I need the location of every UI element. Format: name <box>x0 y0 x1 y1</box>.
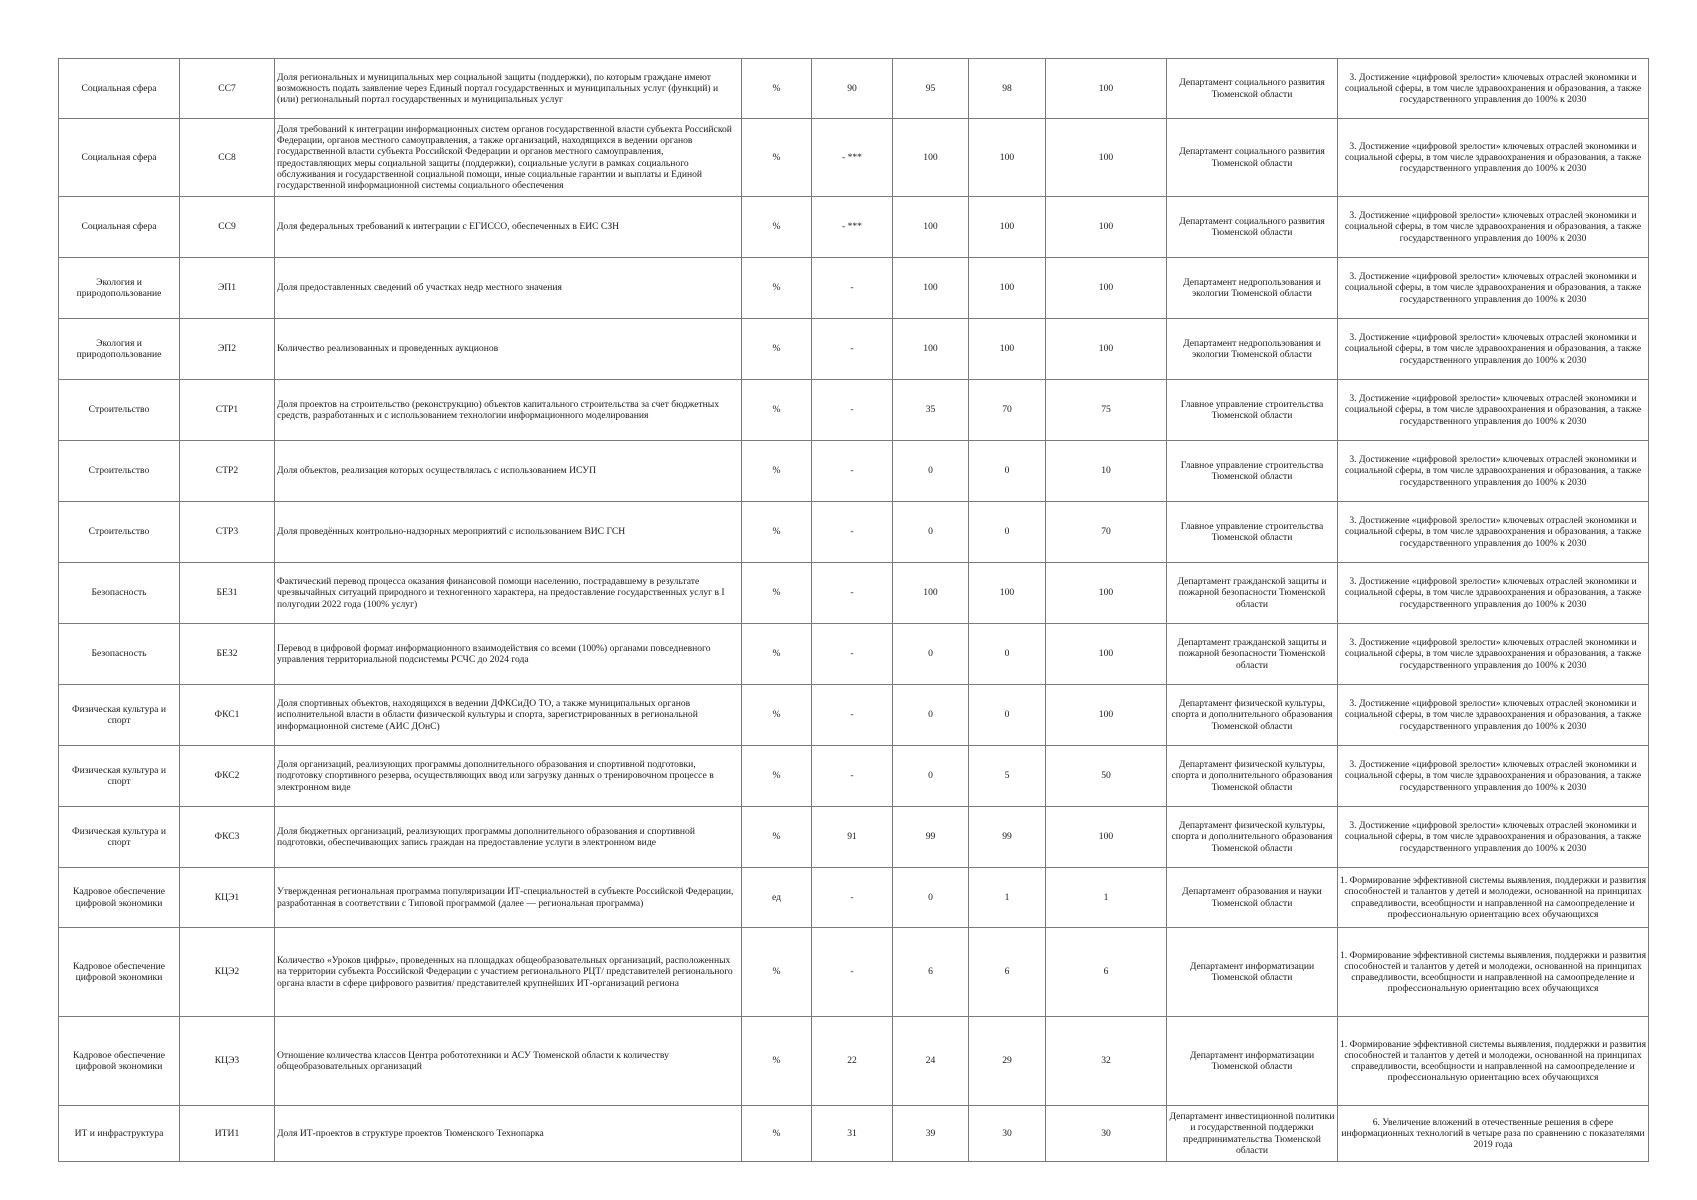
department-cell: Департамент недропользования и экологии Тюменской области <box>1167 319 1338 380</box>
goal-cell: 3. Достижение «цифровой зрелости» ключевых отраслей экономики и социальной сферы, в том числе здравоохранения и образования, а также государственного управления до 100% к 2030 <box>1338 685 1649 746</box>
target-value-3-cell: 100 <box>1046 563 1167 624</box>
table-row <box>59 807 1649 868</box>
unit-cell: % <box>742 59 812 119</box>
code-cell: ИТИ1 <box>180 1106 275 1162</box>
code-cell: БЕЗ2 <box>180 624 275 685</box>
target-value-1-cell: 100 <box>893 563 969 624</box>
target-value-3-cell: 100 <box>1046 258 1167 319</box>
table-row <box>59 563 1649 624</box>
unit-cell: % <box>742 1106 812 1162</box>
target-value-2-cell: 70 <box>969 380 1046 441</box>
goal-cell: 3. Достижение «цифровой зрелости» ключевых отраслей экономики и социальной сферы, в том числе здравоохранения и образования, а также государственного управления до 100% к 2030 <box>1338 319 1649 380</box>
goal-cell: 3. Достижение «цифровой зрелости» ключевых отраслей экономики и социальной сферы, в том числе здравоохранения и образования, а также государственного управления до 100% к 2030 <box>1338 624 1649 685</box>
table-row <box>59 746 1649 807</box>
table-row <box>59 197 1649 258</box>
target-value-2-cell: 99 <box>969 807 1046 868</box>
table-row <box>59 319 1649 380</box>
code-cell: ЭП1 <box>180 258 275 319</box>
sphere-cell: Безопасность <box>59 624 180 685</box>
table-row <box>59 441 1649 502</box>
sphere-cell: Физическая культура и спорт <box>59 685 180 746</box>
target-value-1-cell: 0 <box>893 502 969 563</box>
target-value-3-cell: 30 <box>1046 1106 1167 1162</box>
code-cell: БЕЗ1 <box>180 563 275 624</box>
target-value-2-cell: 5 <box>969 746 1046 807</box>
target-value-2-cell: 6 <box>969 928 1046 1017</box>
goal-cell: 3. Достижение «цифровой зрелости» ключевых отраслей экономики и социальной сферы, в том числе здравоохранения и образования, а также государственного управления до 100% к 2030 <box>1338 119 1649 197</box>
target-value-2-cell: 0 <box>969 441 1046 502</box>
target-value-2-cell: 30 <box>969 1106 1046 1162</box>
code-cell: ФКС3 <box>180 807 275 868</box>
target-value-3-cell: 100 <box>1046 197 1167 258</box>
table-row <box>59 59 1649 119</box>
sphere-cell: Физическая культура и спорт <box>59 807 180 868</box>
target-value-2-cell: 29 <box>969 1017 1046 1106</box>
table-row <box>59 624 1649 685</box>
description-cell: Утвержденная региональная программа популяризации ИТ-специальностей в субъекте Российской Федерации, разработанная в соответствии с Типовой программой (далее — региональная программа) <box>275 868 742 928</box>
base-value-cell: 22 <box>812 1017 893 1106</box>
description-cell: Количество реализованных и проведенных аукционов <box>275 319 742 380</box>
table-row <box>59 685 1649 746</box>
goal-cell: 1. Формирование эффективной системы выявления, поддержки и развития способностей и талантов у детей и молодежи, основанной на принципах справедливости, всеобщности и направленной на самоопределение и профессиональную ориентацию всех обучающихся <box>1338 1017 1649 1106</box>
unit-cell: % <box>742 380 812 441</box>
sphere-cell: Кадровое обеспечение цифровой экономики <box>59 928 180 1017</box>
table-row <box>59 1017 1649 1106</box>
sphere-cell: Безопасность <box>59 563 180 624</box>
unit-cell: % <box>742 624 812 685</box>
unit-cell: % <box>742 502 812 563</box>
target-value-1-cell: 95 <box>893 59 969 119</box>
department-cell: Департамент инвестиционной политики и государственной поддержки предпринимательства Тюменской области <box>1167 1106 1338 1162</box>
description-cell: Доля спортивных объектов, находящихся в ведении ДФКСиДО ТО, а также муниципальных органов исполнительной власти в области физической культуры и спорта, зарегистрированных в региональной информационной системе (АИС ДОнС) <box>275 685 742 746</box>
target-value-3-cell: 100 <box>1046 624 1167 685</box>
code-cell: СС8 <box>180 119 275 197</box>
description-cell: Доля проведённых контрольно-надзорных мероприятий с использованием ВИС ГСН <box>275 502 742 563</box>
base-value-cell: - <box>812 258 893 319</box>
target-value-3-cell: 10 <box>1046 441 1167 502</box>
target-value-3-cell: 50 <box>1046 746 1167 807</box>
target-value-3-cell: 6 <box>1046 928 1167 1017</box>
target-value-3-cell: 100 <box>1046 119 1167 197</box>
goal-cell: 3. Достижение «цифровой зрелости» ключевых отраслей экономики и социальной сферы, в том числе здравоохранения и образования, а также государственного управления до 100% к 2030 <box>1338 380 1649 441</box>
unit-cell: % <box>742 928 812 1017</box>
base-value-cell: 31 <box>812 1106 893 1162</box>
goal-cell: 3. Достижение «цифровой зрелости» ключевых отраслей экономики и социальной сферы, в том числе здравоохранения и образования, а также государственного управления до 100% к 2030 <box>1338 197 1649 258</box>
target-value-3-cell: 75 <box>1046 380 1167 441</box>
goal-cell: 6. Увеличение вложений в отечественные решения в сфере информационных технологий в четыре раза по сравнению с показателями 2019 года <box>1338 1106 1649 1162</box>
target-value-1-cell: 100 <box>893 258 969 319</box>
table-body <box>59 59 1649 1162</box>
sphere-cell: Социальная сфера <box>59 59 180 119</box>
target-value-2-cell: 98 <box>969 59 1046 119</box>
target-value-2-cell: 100 <box>969 319 1046 380</box>
table-row <box>59 119 1649 197</box>
target-value-1-cell: 35 <box>893 380 969 441</box>
target-value-1-cell: 0 <box>893 868 969 928</box>
department-cell: Департамент физической культуры, спорта и дополнительного образования Тюменской области <box>1167 746 1338 807</box>
base-value-cell: - <box>812 685 893 746</box>
description-cell: Отношение количества классов Центра робототехники и АСУ Тюменской области к количеству общеобразовательных организаций <box>275 1017 742 1106</box>
department-cell: Департамент образования и науки Тюменской области <box>1167 868 1338 928</box>
unit-cell: % <box>742 258 812 319</box>
target-value-1-cell: 99 <box>893 807 969 868</box>
department-cell: Департамент информатизации Тюменской области <box>1167 1017 1338 1106</box>
target-value-3-cell: 100 <box>1046 319 1167 380</box>
sphere-cell: Социальная сфера <box>59 119 180 197</box>
sphere-cell: Физическая культура и спорт <box>59 746 180 807</box>
goal-cell: 1. Формирование эффективной системы выявления, поддержки и развития способностей и талантов у детей и молодежи, основанной на принципах справедливости, всеобщности и направленной на самоопределение и профессиональную ориентацию всех обучающихся <box>1338 868 1649 928</box>
code-cell: СТР3 <box>180 502 275 563</box>
target-value-3-cell: 100 <box>1046 59 1167 119</box>
description-cell: Доля федеральных требований к интеграции с ЕГИССО, обеспеченных в ЕИС СЗН <box>275 197 742 258</box>
unit-cell: % <box>742 746 812 807</box>
table-row <box>59 380 1649 441</box>
code-cell: СТР1 <box>180 380 275 441</box>
sphere-cell: Экология и природопользование <box>59 258 180 319</box>
table-row <box>59 868 1649 928</box>
base-value-cell: - <box>812 319 893 380</box>
goal-cell: 3. Достижение «цифровой зрелости» ключевых отраслей экономики и социальной сферы, в том числе здравоохранения и образования, а также государственного управления до 100% к 2030 <box>1338 59 1649 119</box>
code-cell: ФКС2 <box>180 746 275 807</box>
description-cell: Доля бюджетных организаций, реализующих программы дополнительного образования и спортивной подготовки, обеспечивающих запись граждан на предоставление услуги в электронном виде <box>275 807 742 868</box>
code-cell: КЦЭ3 <box>180 1017 275 1106</box>
code-cell: СТР2 <box>180 441 275 502</box>
target-value-1-cell: 0 <box>893 441 969 502</box>
base-value-cell: - <box>812 441 893 502</box>
goal-cell: 1. Формирование эффективной системы выявления, поддержки и развития способностей и талантов у детей и молодежи, основанной на принципах справедливости, всеобщности и направленной на самоопределение и профессиональную ориентацию всех обучающихся <box>1338 928 1649 1017</box>
target-value-2-cell: 100 <box>969 258 1046 319</box>
target-value-1-cell: 0 <box>893 746 969 807</box>
goal-cell: 3. Достижение «цифровой зрелости» ключевых отраслей экономики и социальной сферы, в том числе здравоохранения и образования, а также государственного управления до 100% к 2030 <box>1338 258 1649 319</box>
code-cell: СС7 <box>180 59 275 119</box>
target-value-1-cell: 0 <box>893 685 969 746</box>
unit-cell: % <box>742 563 812 624</box>
department-cell: Департамент гражданской защиты и пожарной безопасности Тюменской области <box>1167 624 1338 685</box>
department-cell: Департамент физической культуры, спорта и дополнительного образования Тюменской области <box>1167 807 1338 868</box>
target-value-1-cell: 24 <box>893 1017 969 1106</box>
code-cell: ЭП2 <box>180 319 275 380</box>
unit-cell: % <box>742 119 812 197</box>
target-value-2-cell: 0 <box>969 685 1046 746</box>
base-value-cell: - <box>812 380 893 441</box>
department-cell: Департамент физической культуры, спорта и дополнительного образования Тюменской области <box>1167 685 1338 746</box>
base-value-cell: - <box>812 502 893 563</box>
goal-cell: 3. Достижение «цифровой зрелости» ключевых отраслей экономики и социальной сферы, в том числе здравоохранения и образования, а также государственного управления до 100% к 2030 <box>1338 502 1649 563</box>
unit-cell: % <box>742 807 812 868</box>
target-value-1-cell: 0 <box>893 624 969 685</box>
sphere-cell: Строительство <box>59 441 180 502</box>
table-row <box>59 502 1649 563</box>
target-value-1-cell: 100 <box>893 119 969 197</box>
unit-cell: % <box>742 319 812 380</box>
department-cell: Департамент социального развития Тюменской области <box>1167 59 1338 119</box>
goal-cell: 3. Достижение «цифровой зрелости» ключевых отраслей экономики и социальной сферы, в том числе здравоохранения и образования, а также государственного управления до 100% к 2030 <box>1338 563 1649 624</box>
department-cell: Главное управление строительства Тюменской области <box>1167 502 1338 563</box>
base-value-cell: - <box>812 928 893 1017</box>
sphere-cell: Экология и природопользование <box>59 319 180 380</box>
sphere-cell: Социальная сфера <box>59 197 180 258</box>
department-cell: Департамент социального развития Тюменской области <box>1167 119 1338 197</box>
unit-cell: % <box>742 441 812 502</box>
description-cell: Перевод в цифровой формат информационного взаимодействия со всеми (100%) органами повседневного управления территориальной подсистемы РСЧС до 2024 года <box>275 624 742 685</box>
target-value-3-cell: 1 <box>1046 868 1167 928</box>
target-value-1-cell: 100 <box>893 197 969 258</box>
code-cell: ФКС1 <box>180 685 275 746</box>
target-value-1-cell: 6 <box>893 928 969 1017</box>
goal-cell: 3. Достижение «цифровой зрелости» ключевых отраслей экономики и социальной сферы, в том числе здравоохранения и образования, а также государственного управления до 100% к 2030 <box>1338 441 1649 502</box>
description-cell: Доля региональных и муниципальных мер социальной защиты (поддержки), по которым граждане имеют возможность подать заявление через Единый портал государственных и муниципальных услуг (функций) и (или) региональный портал государственных и муниципальных услуг <box>275 59 742 119</box>
description-cell: Фактический перевод процесса оказания финансовой помощи населению, пострадавшему в результате чрезвычайных ситуаций природного и техногенного характера, на предоставление государственных услуг в I полугодии 2022 года (100% услуг) <box>275 563 742 624</box>
target-value-2-cell: 100 <box>969 197 1046 258</box>
target-value-2-cell: 100 <box>969 119 1046 197</box>
department-cell: Главное управление строительства Тюменской области <box>1167 380 1338 441</box>
sphere-cell: ИТ и инфраструктура <box>59 1106 180 1162</box>
base-value-cell: 91 <box>812 807 893 868</box>
base-value-cell: - <box>812 746 893 807</box>
base-value-cell: - <box>812 563 893 624</box>
target-value-3-cell: 32 <box>1046 1017 1167 1106</box>
table-row <box>59 258 1649 319</box>
target-value-1-cell: 39 <box>893 1106 969 1162</box>
department-cell: Департамент информатизации Тюменской области <box>1167 928 1338 1017</box>
target-value-3-cell: 70 <box>1046 502 1167 563</box>
base-value-cell: - <box>812 624 893 685</box>
description-cell: Количество «Уроков цифры», проведенных на площадках общеобразовательных организаций, расположенных на территории субъекта Российской Федерации с участием регионального РЦТ/ представителей регионального органа власти в сфере цифрового развития/ представителей крупнейших ИТ-организаций региона <box>275 928 742 1017</box>
target-value-3-cell: 100 <box>1046 685 1167 746</box>
base-value-cell: - *** <box>812 119 893 197</box>
base-value-cell: - *** <box>812 197 893 258</box>
code-cell: КЦЭ2 <box>180 928 275 1017</box>
description-cell: Доля проектов на строительство (реконструкцию) объектов капитального строительства за счет бюджетных средств, разработанных и с использованием технологии информационного моделирования <box>275 380 742 441</box>
unit-cell: ед <box>742 868 812 928</box>
target-value-3-cell: 100 <box>1046 807 1167 868</box>
department-cell: Департамент социального развития Тюменской области <box>1167 197 1338 258</box>
sphere-cell: Кадровое обеспечение цифровой экономики <box>59 868 180 928</box>
target-value-2-cell: 0 <box>969 502 1046 563</box>
target-value-2-cell: 100 <box>969 563 1046 624</box>
description-cell: Доля предоставленных сведений об участках недр местного значения <box>275 258 742 319</box>
department-cell: Главное управление строительства Тюменской области <box>1167 441 1338 502</box>
base-value-cell: - <box>812 868 893 928</box>
target-value-1-cell: 100 <box>893 319 969 380</box>
indicators-table <box>58 58 1649 1162</box>
sphere-cell: Строительство <box>59 502 180 563</box>
table-row <box>59 1106 1649 1162</box>
code-cell: КЦЭ1 <box>180 868 275 928</box>
goal-cell: 3. Достижение «цифровой зрелости» ключевых отраслей экономики и социальной сферы, в том числе здравоохранения и образования, а также государственного управления до 100% к 2030 <box>1338 746 1649 807</box>
department-cell: Департамент недропользования и экологии Тюменской области <box>1167 258 1338 319</box>
unit-cell: % <box>742 1017 812 1106</box>
description-cell: Доля требований к интеграции информационных систем органов государственной власти субъекта Российской Федерации, органов местного самоуправления, а также организаций, находящихся в ведении органов государственной власти субъекта Российской Федерации и органов местного самоуправления, предоставляющих меры социальной защиты (поддержки), социальные услуги в рамках социального обслуживания и государственной социальной помощи, иные социальные гарантии и выплаты и Единой государственной информационной системы социального обеспечения <box>275 119 742 197</box>
department-cell: Департамент гражданской защиты и пожарной безопасности Тюменской области <box>1167 563 1338 624</box>
table-row <box>59 928 1649 1017</box>
sphere-cell: Строительство <box>59 380 180 441</box>
unit-cell: % <box>742 685 812 746</box>
unit-cell: % <box>742 197 812 258</box>
description-cell: Доля объектов, реализация которых осуществлялась с использованием ИСУП <box>275 441 742 502</box>
goal-cell: 3. Достижение «цифровой зрелости» ключевых отраслей экономики и социальной сферы, в том числе здравоохранения и образования, а также государственного управления до 100% к 2030 <box>1338 807 1649 868</box>
description-cell: Доля ИТ-проектов в структуре проектов Тюменского Технопарка <box>275 1106 742 1162</box>
description-cell: Доля организаций, реализующих программы дополнительного образования и спортивной подготовки, подготовку спортивного резерва, осуществляющих ввод или загрузку данных о тренировочном процессе в электронном виде <box>275 746 742 807</box>
sphere-cell: Кадровое обеспечение цифровой экономики <box>59 1017 180 1106</box>
code-cell: СС9 <box>180 197 275 258</box>
target-value-2-cell: 0 <box>969 624 1046 685</box>
base-value-cell: 90 <box>812 59 893 119</box>
target-value-2-cell: 1 <box>969 868 1046 928</box>
